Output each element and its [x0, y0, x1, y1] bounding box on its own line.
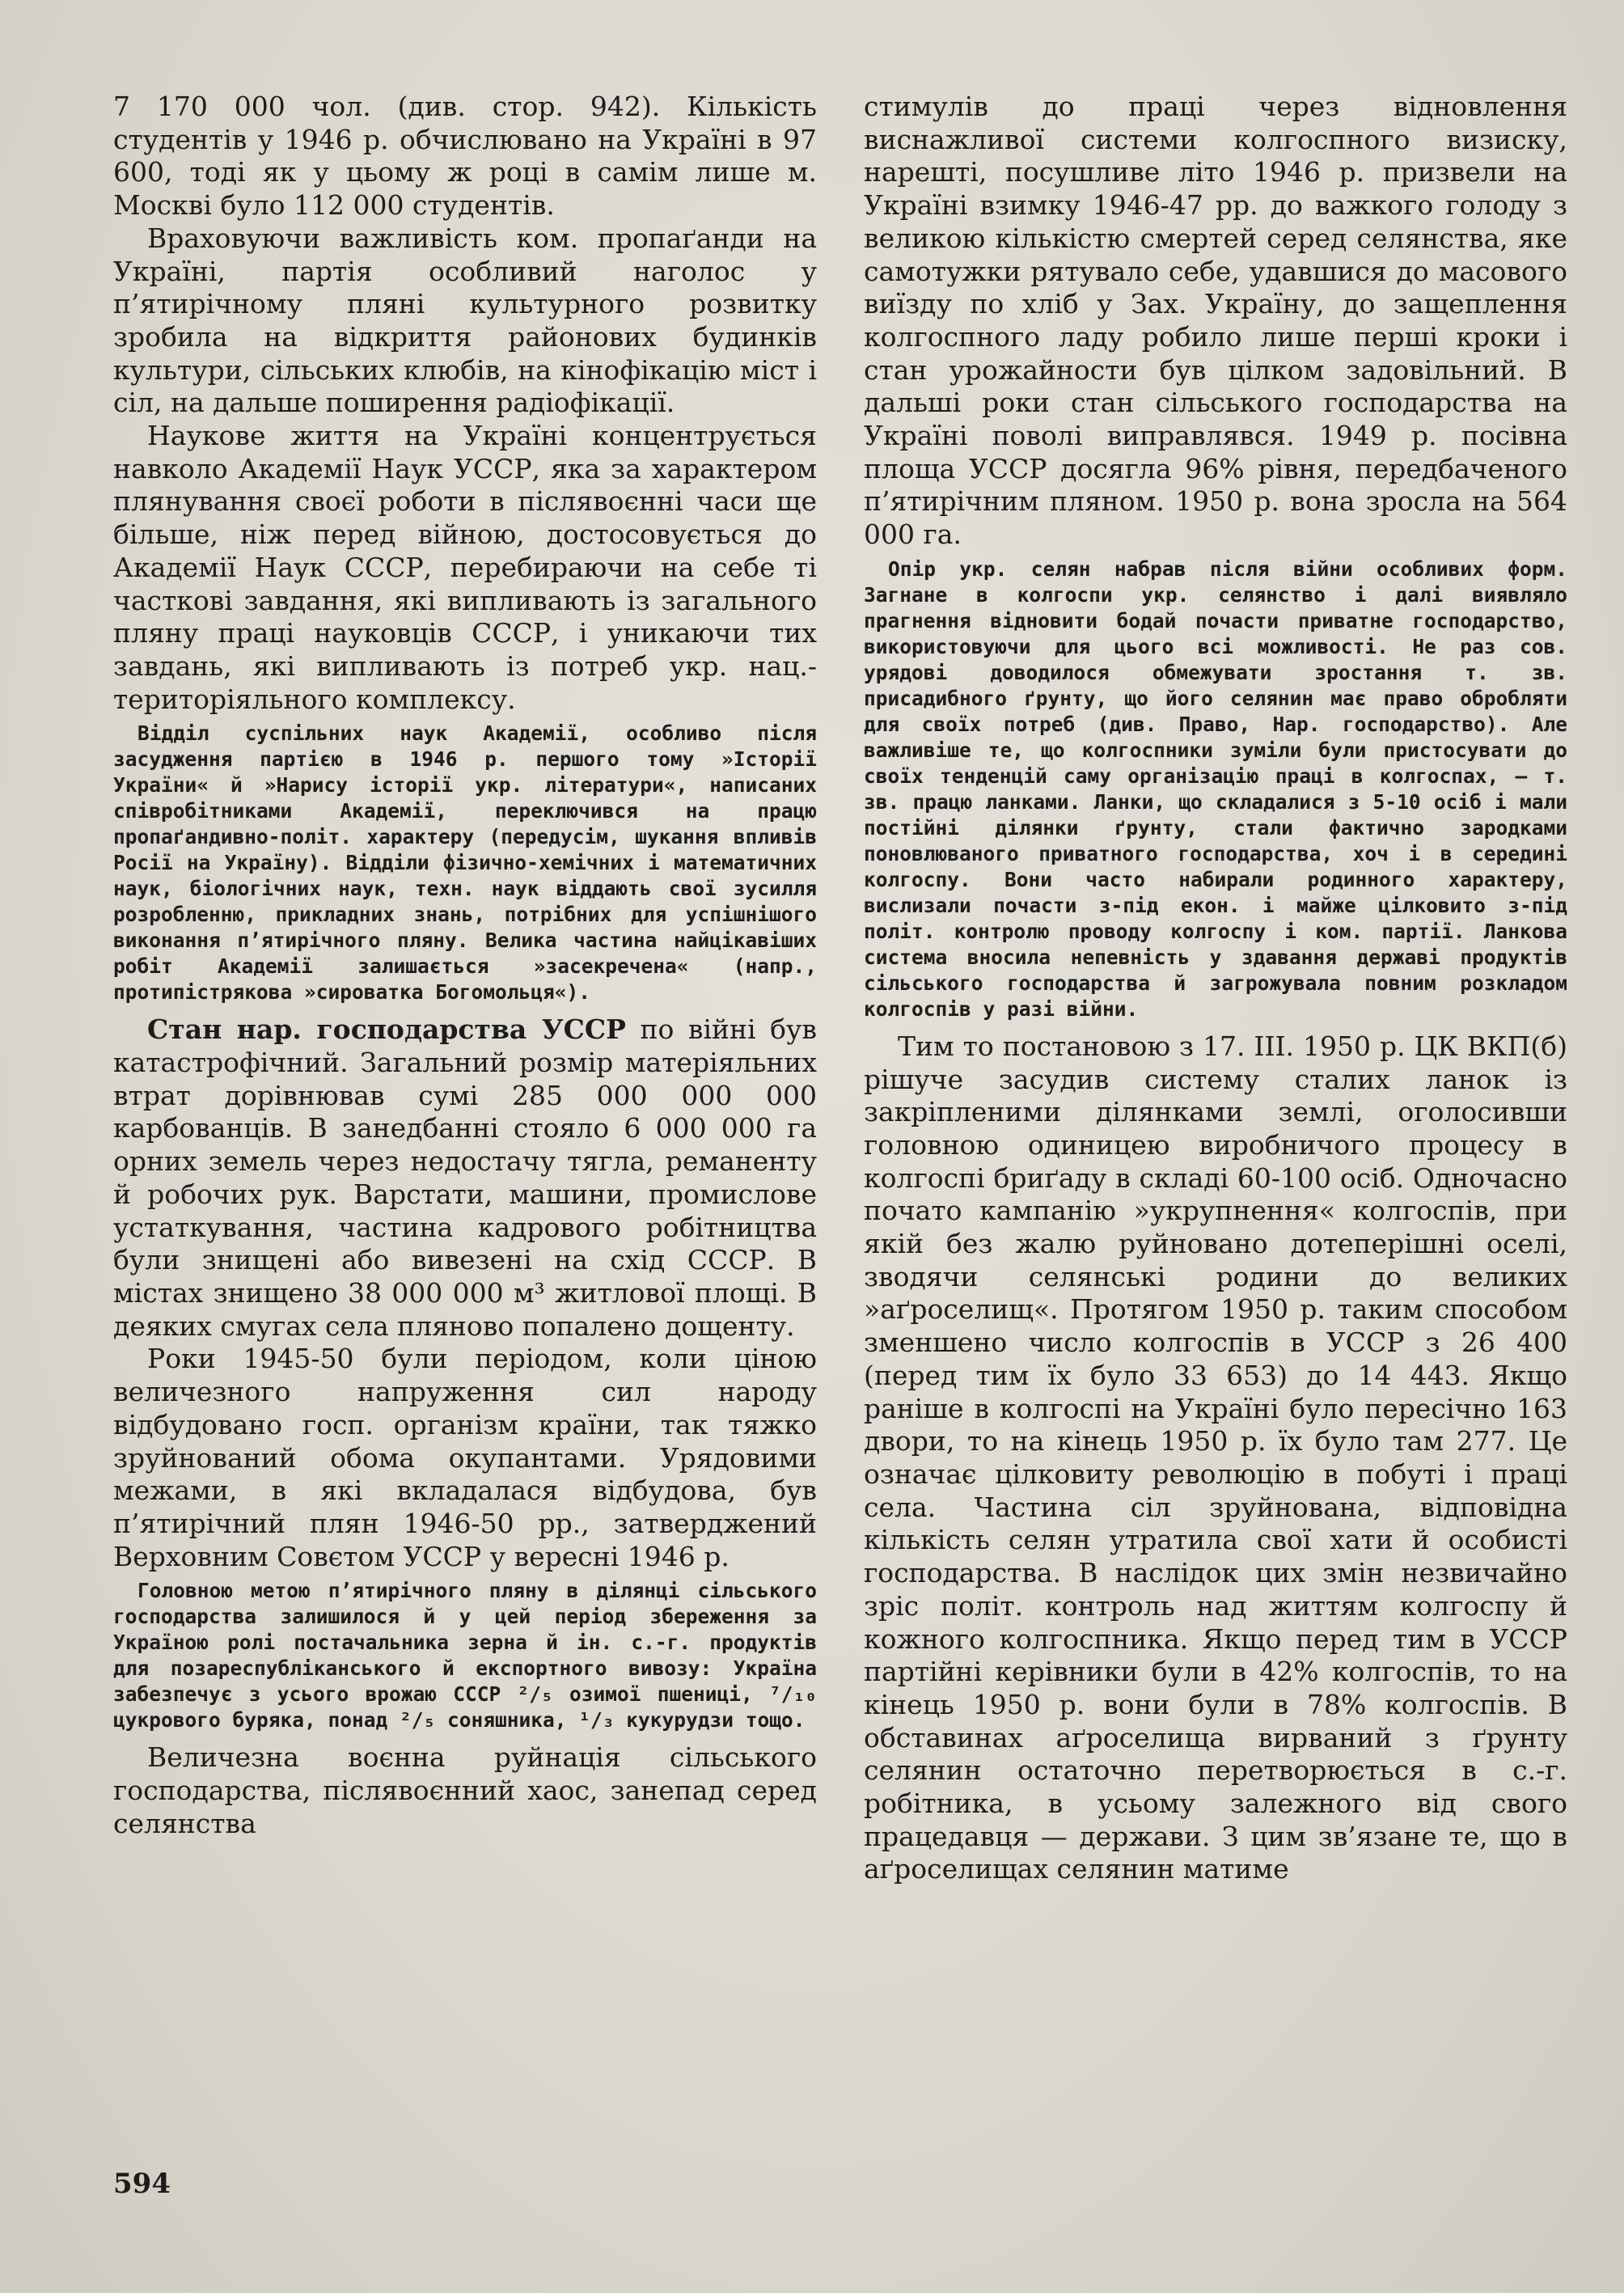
note-social-sciences: Відділ суспільних наук Академії, особливо після засудження партією в 1946 р. першого тому »Історії України« й »Нарису історії укр. літератури«, написаних співробітниками Академії, переключився на працю пропаґандивно-політ. характеру (передусім, шукання впливів Росії на Україну). Відділи фізично-хемічних і математичних наук, біологічних наук, техн. наук віддають свої зусилля розробленню, прикладних знань, потрібних для успішнішого виконання п’ятирічного пляну. Велика частина найцікавіших робіт Академії залишається »засекречена« (напр., протипістрякова »сироватка Богомольця«).: [113, 721, 817, 1005]
paragraph-agrotowns: Тим то постановою з 17. III. 1950 р. ЦК ВКП(б) рішуче засудив систему сталих ланок із закріпленими ділянками землі, оголосивши головною одиницею виробничого процесу в колгоспі бриґаду в складі 60-100 осіб. Одночасно почато кампанію »укрупнення« колгоспів, при якій без жалю руйновано дотеперішні оселі, зводячи селянські родини до великих »аґроселищ«. Протягом 1950 р. таким способом зменшено число колгоспів в УССР з 26 400 (перед тим їх було 33 653) до 14 443. Якщо раніше в колгоспі на Україні було пересічно 163 двори, то на кінець 1950 р. їх було там 277. Це означає цілковиту революцію в побуті і праці села. Частина сіл зруйнована, відповідна кількість селян утратила свої хати й особисті господарства. В наслідок цих змін незвичайно зріс політ. контроль над життям колгоспу й кожного колгоспника. Якщо перед тим в УССР партійні керівники були в 42% колгоспів, то на кінець 1950 р. вони були в 78% колгоспів. В обставинах аґроселища вирваний з ґрунту селянин остаточно перетворюється в с.-г. робітника, в усьому залежного від свого працедавця — держави. З цим зв’язане те, що в аґроселищах селянин матиме: [864, 1030, 1567, 1885]
economy-heading: Стан нар. господарства УССР: [147, 1013, 626, 1046]
note-five-year-plan: Головною метою п’ятирічного пляну в ділянці сільського господарства залишилося й у цей період збереження за Україною ролі постачальника зерна й ін. с.-г. продуктів для позареспубліканського й експортного вивозу: Україна забезпечує з усього врожаю СССР ²/₅ озимої пшениці, ⁷/₁₀ цукрового буряка, понад ²/₅ соняшника, ¹/₃ кукурудзи тощо.: [113, 1579, 817, 1732]
note-peasant-resistance: Опір укр. селян набрав після війни особливих форм. Загнане в колгоспи укр. селянство і далі виявляло прагнення відновити бодай почасти приватне господарство, використовуючи для цього всі можливості. Не раз сов. урядові доводилося обмежувати зростання т. зв. присадибного ґрунту, що його селянин має право обробляти для своїх потреб (див. Право, Нар. господарство). Але важливіше те, що колгоспники зуміли були пристосувати до своїх тенденцій саму організацію праці в колгоспах, — т. зв. працю ланками. Ланки, що складалися з 5-10 осіб і мали постійні ділянки ґрунту, стали фактично зародками поновлюваного приватного господарства, хоч і в середині колгоспу. Вони часто набирали родинного характеру, вислизали почасти з-під екон. і майже цілковито з-під політ. контролю проводу колгоспу і ком. партії. Ланкова система вносила непевність у здавання державі продуктів сільського господарства й загрожувала повним розкладом колгоспів у разі війни.: [864, 556, 1567, 1021]
paragraph-famine: стимулів до праці через відновлення виснажливої системи колгоспного визиску, нарешті, посушливе літо 1946 р. призвели на Україні взимку 1946-47 рр. до важкого голоду з великою кількістю смертей серед селянства, яке самотужки рятувало себе, удавшися до масового виїзду по хліб у Зах. Україну, до защеплення колгоспного ладу робило лише перші кроки і стан урожайности був цілком задовільний. В дальші роки стан сільського господарства на Україні поволі виправлявся. 1949 р. посівна площа УССР досягла 96% рівня, передбаченого п’ятирічним пляном. 1950 р. вона зросла на 564 000 га.: [864, 91, 1567, 551]
paragraph-propaganda: Враховуючи важливість ком. пропаґанди на Україні, партія особливий наголос у п’ятирічному пляні культурного розвитку зробила на відкриття районових будинків культури, сільських клюбів, на кінофікацію міст і сіл, на дальше поширення радіофікації.: [113, 222, 817, 419]
economy-text: по війні був катастрофічний. Загальний розмір матеріяльних втрат дорівнював сумі 285 000 000 000 карбованців. В занедбанні стояло 6 000 000 га орних земель через недостачу тягла, реманенту й робочих рук. Варстати, машини, промислове устаткування, частина кадрового робітництва були знищені або вивезені на схід СССР. В містах знищено 38 000 000 м³ житлової площі. В деяких смугах села пляново попалено дощенту.: [113, 1013, 817, 1342]
paragraph-reconstruction: Роки 1945-50 були періодом, коли ціною величезного напруження сил народу відбудовано госп. організм країни, так тяжко зруйнований обома окупантами. Урядовими межами, в які вкладалася відбудова, був п’ятирічний плян 1946-50 рр., затверджений Верховним Совєтом УССР у вересні 1946 р.: [113, 1343, 817, 1572]
paragraph-students: 7 170 000 чол. (див. стор. 942). Кількість студентів у 1946 р. обчислювано на Україні в 97 600, тоді як у цьому ж році в самім лише м. Москві було 112 000 студентів.: [113, 91, 817, 222]
right-column: [864, 91, 1567, 2161]
paragraph-agriculture-ruin: Величезна воєнна руйнація сільського господарства, післявоєнний хаос, занепад серед селянства: [113, 1741, 817, 1839]
paragraph-science: Наукове життя на Україні концентрується навколо Академії Наук УССР, яка за характером плянування своєї роботи в післявоєнні часи ще більше, ніж перед війною, достосовується до Академії Наук СССР, перебираючи на себе ті часткові завдання, які випливають із загального пляну праці науковців СССР, і уникаючи тих завдань, які випливають із потреб укр. нац.-територіяльного комплексу.: [113, 420, 817, 715]
left-column: [113, 91, 817, 2161]
page-number: 594: [113, 2168, 171, 2200]
paragraph-economy: [113, 1013, 817, 1343]
